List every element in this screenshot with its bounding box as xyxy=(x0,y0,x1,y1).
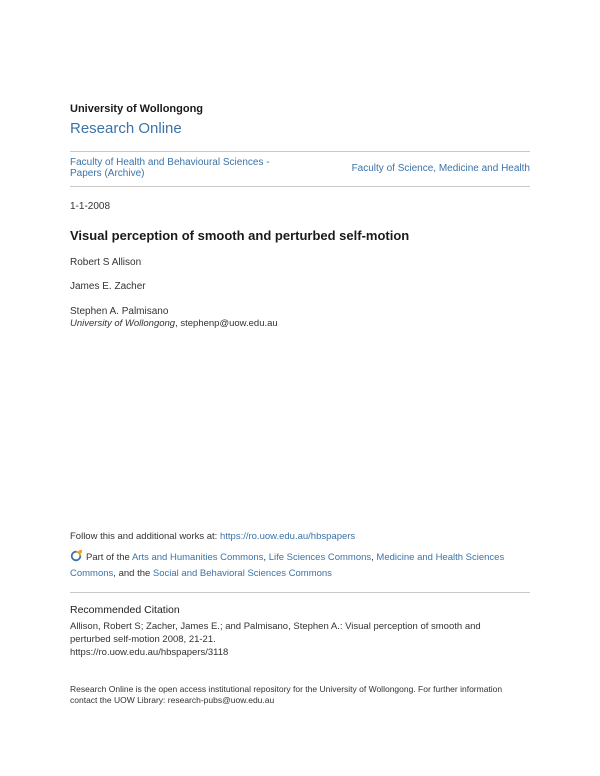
collection-link-health-line2: Papers (Archive) xyxy=(70,168,145,179)
collection-link-health-line1: Faculty of Health and Behavioural Sciences - xyxy=(70,157,270,168)
follow-prefix: Follow this and additional works at: xyxy=(70,531,220,542)
divider-top xyxy=(70,151,530,152)
citation-line: perturbed self-motion 2008, 21-21. xyxy=(70,634,216,645)
commons-link-arts[interactable]: Arts and Humanities Commons xyxy=(131,552,264,563)
author-name: Stephen A. Palmisano xyxy=(70,306,169,317)
citation-line: Allison, Robert S; Zacher, James E.; and Palmisano, Stephen A.: Visual perception of smooth and xyxy=(70,621,481,632)
divider-citation xyxy=(70,592,530,593)
follow-url-link[interactable]: https://ro.uow.edu.au/hbspapers xyxy=(219,531,356,542)
author-email: stephenp@uow.edu.au xyxy=(180,318,278,329)
part-of-separator: , and the xyxy=(113,568,153,579)
commons-link-social-sciences[interactable]: Social and Behavioral Sciences Commons xyxy=(152,568,332,579)
collection-link-health[interactable] xyxy=(70,157,300,179)
footer-line: contact the UOW Library: research-pubs@uow.edu.au xyxy=(70,695,275,705)
institution-name: University of Wollongong xyxy=(70,103,204,115)
affiliation-name: University of Wollongong xyxy=(70,318,176,329)
part-of-line xyxy=(70,549,540,582)
footer-line: Research Online is the open access institutional repository for the University of Wollongong. For further information xyxy=(70,684,503,694)
author-name: James E. Zacher xyxy=(70,281,146,292)
part-of-prefix: Part of the xyxy=(86,552,132,563)
repository-link[interactable]: Research Online xyxy=(70,120,182,137)
bepress-commons-icon xyxy=(70,549,83,562)
commons-link-life-sciences[interactable]: Life Sciences Commons xyxy=(268,552,372,563)
follow-line xyxy=(70,531,355,542)
citation-heading: Recommended Citation xyxy=(70,604,180,616)
collection-link-science[interactable]: Faculty of Science, Medicine and Health xyxy=(351,163,530,174)
commons-link-medicine[interactable]: Medicine and Health Sciences Commons xyxy=(70,552,505,579)
citation-text xyxy=(70,620,540,659)
paper-title: Visual perception of smooth and perturbed self-motion xyxy=(70,228,410,243)
affiliation-separator: , xyxy=(175,318,181,329)
publication-date: 1-1-2008 xyxy=(70,201,111,212)
part-of-separator: , xyxy=(263,552,269,563)
repository-footer xyxy=(70,684,540,706)
divider-collections xyxy=(70,186,530,187)
citation-url: https://ro.uow.edu.au/hbspapers/3118 xyxy=(70,647,229,658)
author-name: Robert S Allison xyxy=(70,257,142,268)
part-of-separator: , xyxy=(371,552,377,563)
author-affiliation xyxy=(70,318,278,329)
